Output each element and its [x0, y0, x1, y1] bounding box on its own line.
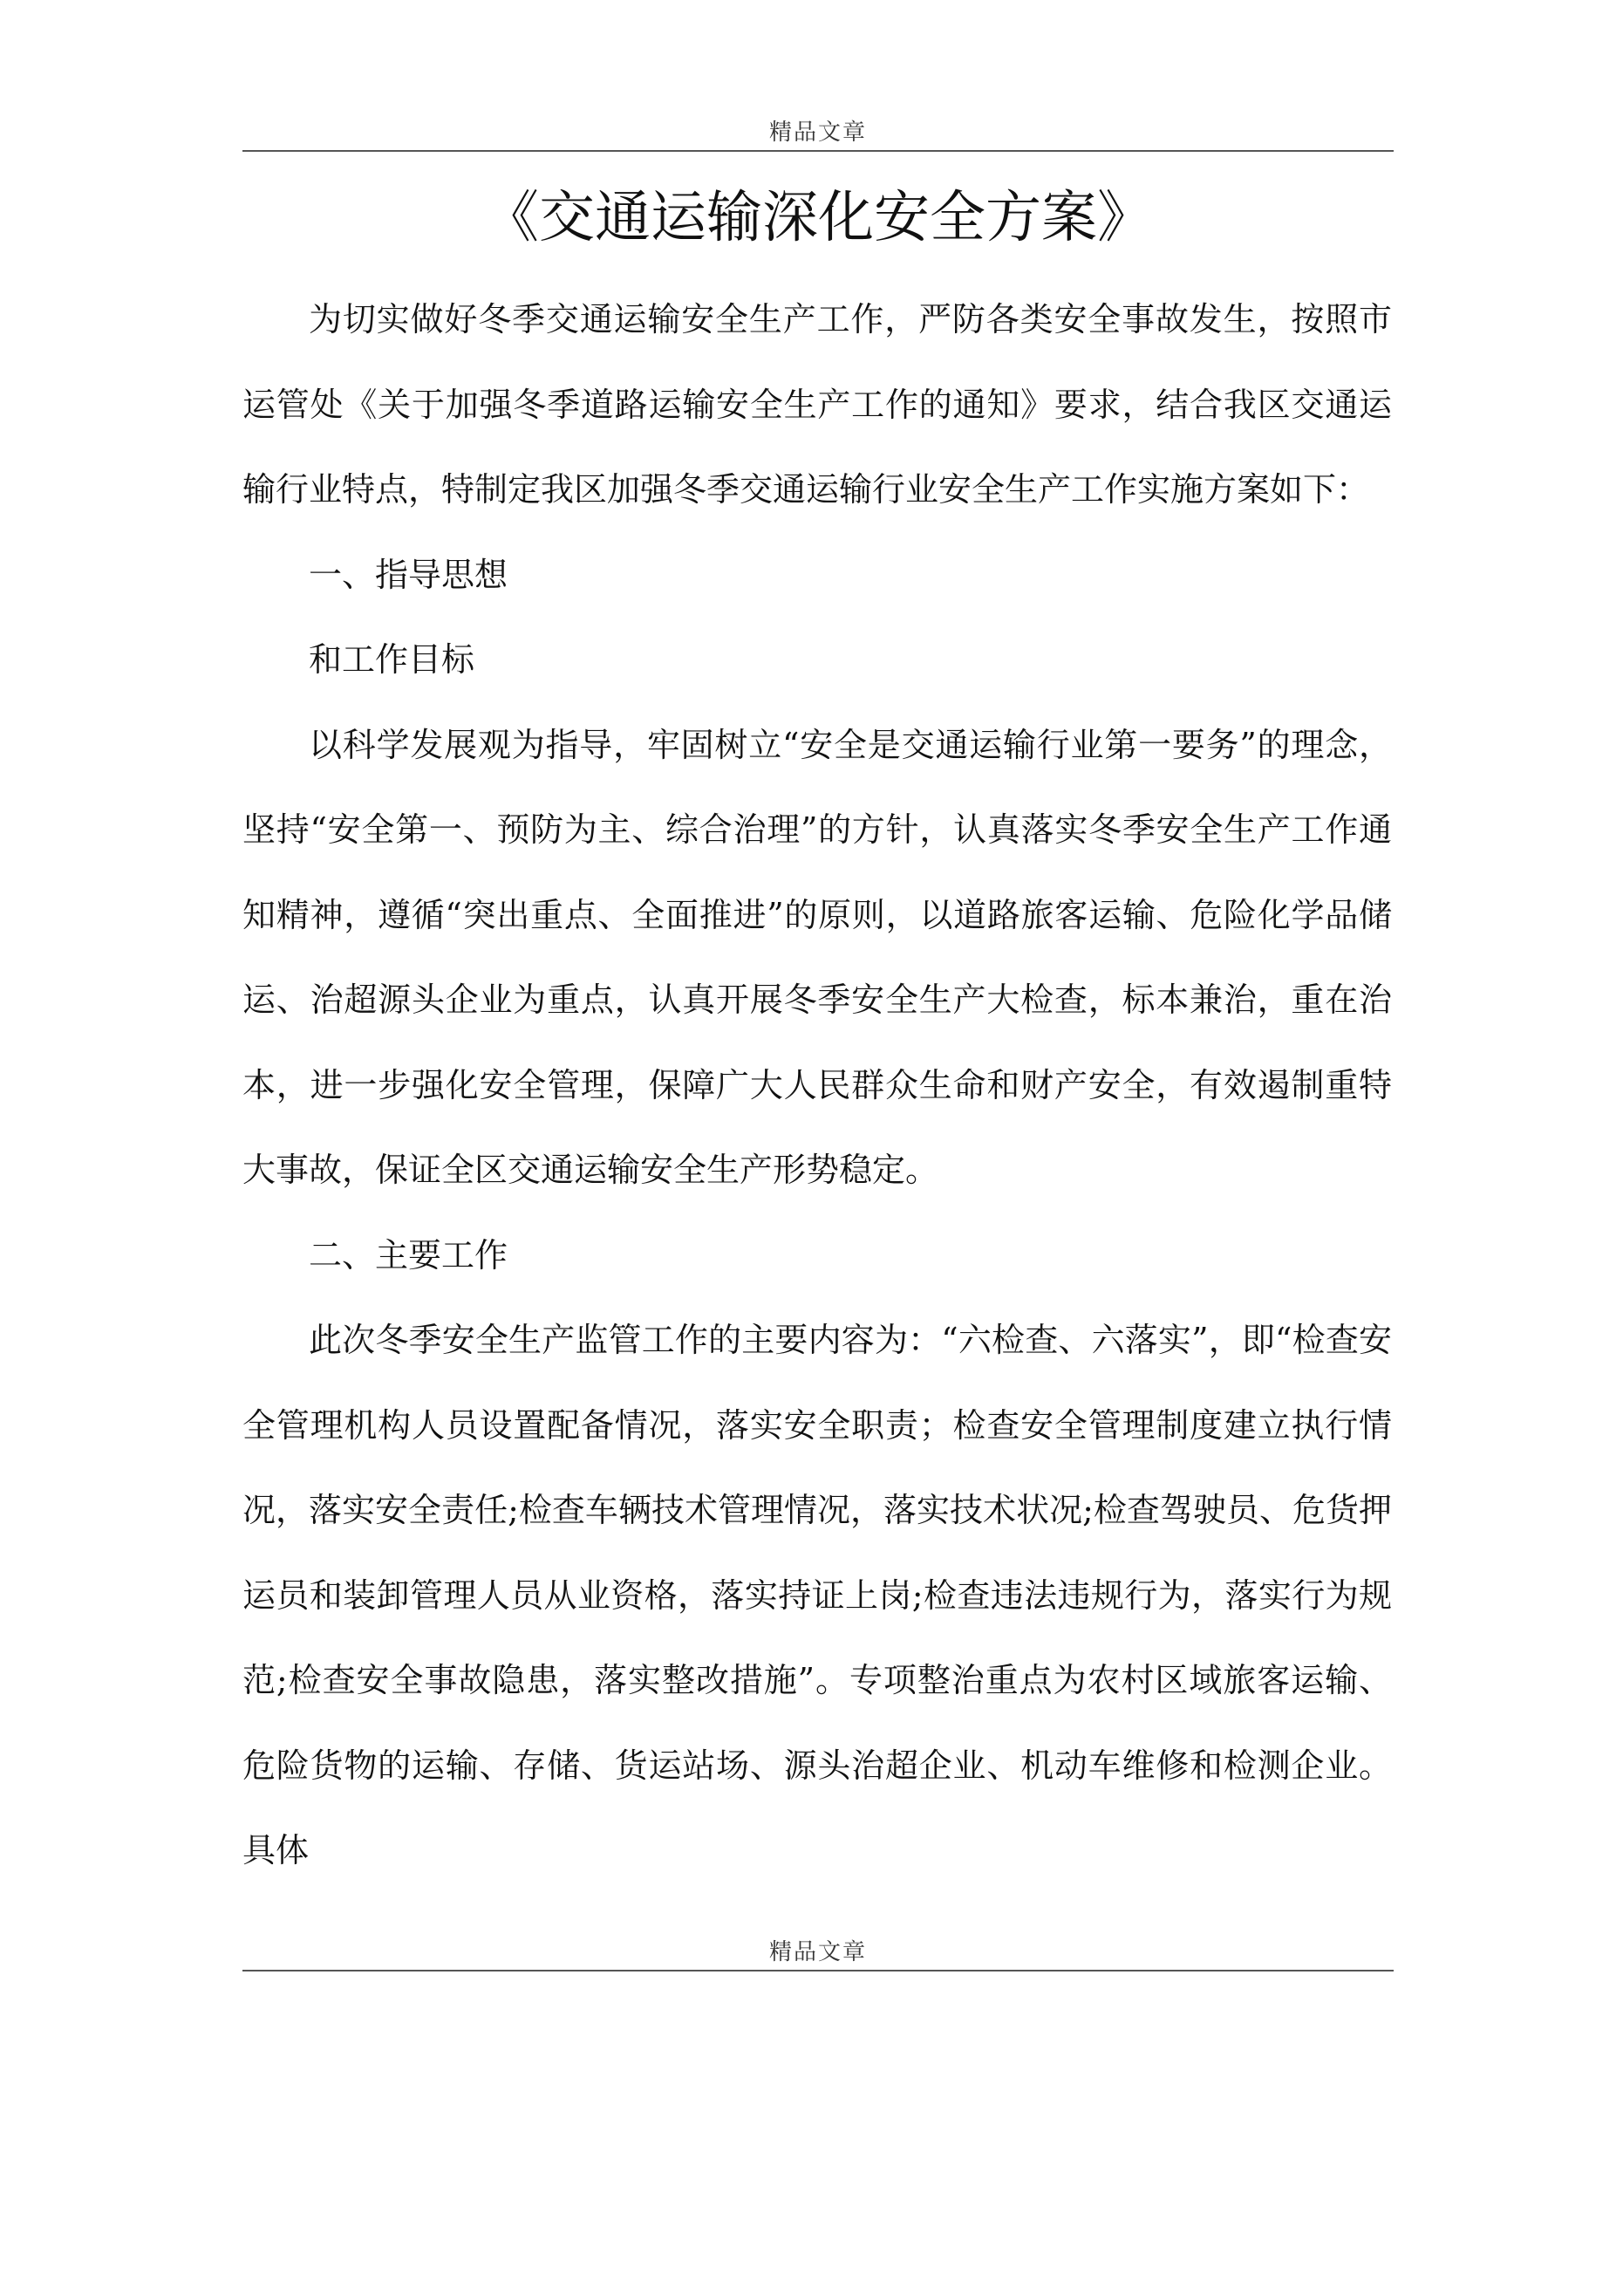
paragraph-guiding-thought: 以科学发展观为指导，牢固树立“安全是交通运输行业第一要务”的理念，坚持“安全第一、预防为主、综合治理”的方针，认真落实冬季安全生产工作通知精神，遵循“突出重点、全面推进”的原则，以道路旅客运输、危险化学品储运、治超源头企业为重点，认真开展冬季安全生产大检查，标本兼治，重在治本，进一步强化安全管理，保障广大人民群众生命和财产安全，有效遏制重特大事故，保证全区交通运输安全生产形势稳定。: [242, 725, 1392, 1189]
document-title: 《交通运输深化安全方案》: [483, 186, 1153, 250]
page-footer: [242, 1938, 1394, 1971]
section-heading-main-work: 二、主要工作: [309, 1235, 508, 1274]
document-body: [242, 277, 1392, 1894]
section-heading-work-goals: 和工作目标: [309, 640, 475, 679]
section-heading-guiding-thought: 一、指导思想: [309, 555, 508, 594]
page-header: [242, 119, 1394, 152]
footer-label: 精品文章: [768, 1939, 867, 1965]
paragraph-intro: 为切实做好冬季交通运输安全生产工作，严防各类安全事故发生，按照市运管处《关于加强冬季道路运输安全生产工作的通知》要求，结合我区交通运输行业特点，特制定我区加强冬季交通运输行业安全生产工作实施方案如下：: [242, 300, 1392, 509]
header-label: 精品文章: [768, 120, 867, 146]
paragraph-main-work: 此次冬季安全生产监管工作的主要内容为：“六检查、六落实”，即“检查安全管理机构人员设置配备情况，落实安全职责；检查安全管理制度建立执行情况，落实安全责任;检查车辆技术管理情况，落实技术状况;检查驾驶员、危货押运员和装卸管理人员从业资格，落实持证上岗;检查违法违规行为，落实行为规范;检查安全事故隐患，落实整改措施”。专项整治重点为农村区域旅客运输、危险货物的运输、存储、货运站场、源头治超企业、机动车维修和检测企业。具体: [242, 1321, 1392, 1869]
